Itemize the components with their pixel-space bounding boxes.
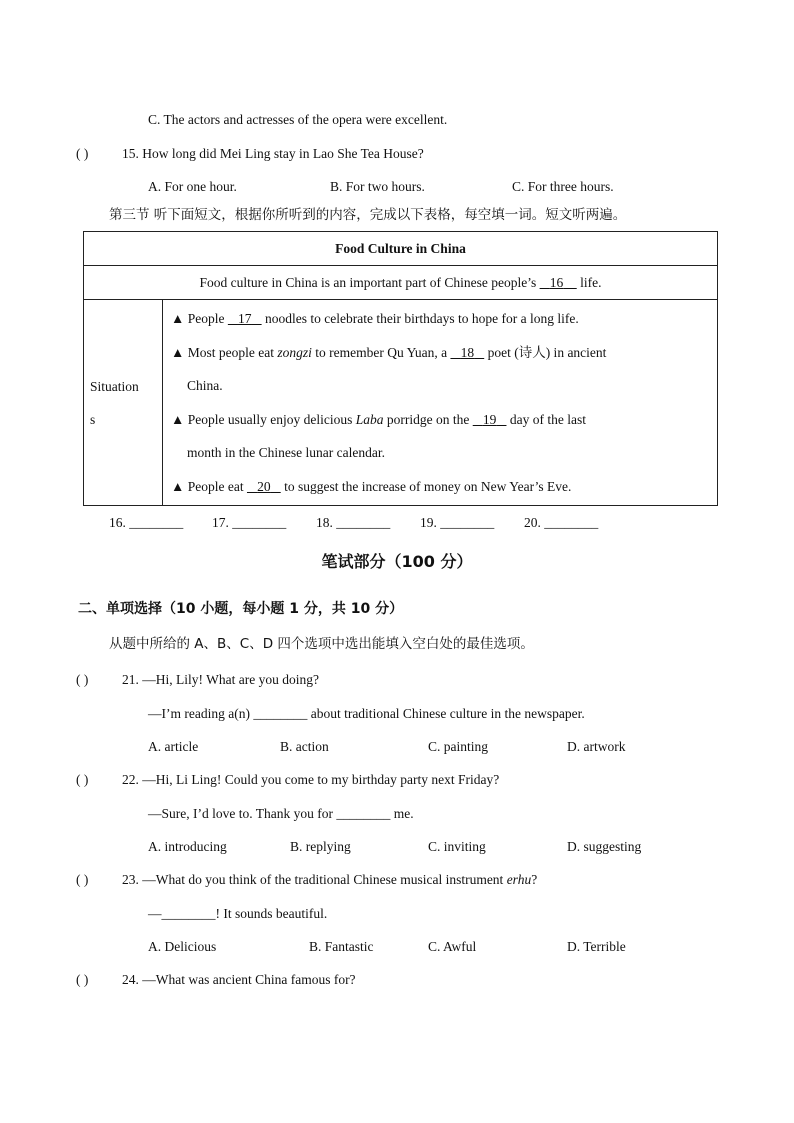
answer-blank-19[interactable]: 19. ________ [420, 515, 495, 530]
bullet-3 [171, 403, 709, 437]
q24-answer-paren[interactable]: ( ) [76, 972, 89, 987]
q21-option-a: A. article [148, 739, 199, 754]
q15-question: 15. How long did Mei Ling stay in Lao She Tea House? [122, 146, 424, 161]
blank-19[interactable] [473, 412, 507, 427]
situations-bullets-cell [163, 300, 718, 506]
bullet-3-post: day of the last [506, 411, 586, 427]
bullet-3-cont: month in the Chinese lunar calendar. [187, 445, 385, 460]
blank-19-label: 19 [482, 411, 497, 427]
bullet-4-post: to suggest the increase of money on New Year’s Eve. [280, 478, 572, 494]
bullet-1-pre: ▲ People [171, 311, 228, 326]
answer-blank-20[interactable]: 20. ________ [524, 515, 599, 530]
q24-question: 24. —What was ancient China famous for? [122, 972, 356, 987]
q15-option-c: C. For three hours. [512, 179, 614, 194]
q15-option-b: B. For two hours. [330, 179, 425, 194]
q23-question [122, 871, 537, 889]
part2-instruction: 从题中所给的 A、B、C、D 四个选项中选出能填入空白处的最佳选项。 [109, 636, 534, 652]
q14-option-c: C. The actors and actresses of the opera were excellent. [148, 112, 448, 127]
bullet-3-italic: Laba [355, 411, 384, 427]
table-title: Food Culture in China [84, 232, 718, 266]
blank-20[interactable] [247, 479, 281, 494]
q22-reply: —Sure, I’d love to. Thank you for ________ me. [148, 806, 414, 821]
q23-answer-paren[interactable]: ( ) [76, 872, 89, 887]
q21-question: 21. —Hi, Lily! What are you doing? [122, 672, 319, 687]
bullet-4-pre: ▲ People eat [171, 478, 247, 494]
q23-option-d: D. Terrible [567, 939, 626, 954]
q23-option-b: B. Fantastic [309, 939, 374, 954]
answer-blank-17[interactable]: 17. ________ [212, 515, 287, 530]
q22-option-c: C. inviting [428, 839, 486, 854]
q21-option-b: B. action [280, 739, 329, 754]
blank-16-label: 16 [549, 274, 564, 290]
situations-label-line1: Situation [90, 378, 139, 394]
bullet-1 [171, 302, 709, 336]
bullet-2-pre: ▲ Most people eat [171, 344, 278, 360]
q23-question-post: ? [531, 872, 538, 887]
intro-text-pre: Food culture in China is an important part of Chinese people’s [199, 274, 540, 290]
q21-option-c: C. painting [428, 739, 488, 754]
bullet-3-pre: ▲ People usually enjoy delicious [171, 411, 356, 427]
bullet-3-mid: porridge on the [383, 411, 473, 427]
bullet-2-mid: to remember Qu Yuan, a [311, 344, 451, 360]
bullet-2-post: poet (诗人) in ancient [484, 344, 607, 360]
q22-option-a: A. introducing [148, 839, 227, 854]
q21-reply: —I’m reading a(n) ________ about traditional Chinese culture in the newspaper. [148, 706, 585, 721]
blank-18[interactable] [450, 345, 484, 360]
q22-option-b: B. replying [290, 839, 351, 854]
blank-17[interactable] [228, 311, 262, 326]
q23-option-c: C. Awful [428, 939, 477, 954]
section3-instruction: 第三节 听下面短文，根据你所听到的内容，完成以下表格，每空填一词。短文听两遍。 [109, 207, 627, 223]
answer-blank-16[interactable]: 16. ________ [109, 515, 184, 530]
bullet-4 [171, 470, 709, 504]
q21-answer-paren[interactable]: ( ) [76, 672, 89, 687]
q15-answer-paren[interactable]: ( ) [76, 146, 89, 161]
bullet-2-italic: zongzi [277, 344, 312, 360]
part2-heading: 二、单项选择（10 小题，每小题 1 分，共 10 分） [78, 601, 404, 617]
table-intro-row [84, 266, 718, 300]
q23-reply: —________! It sounds beautiful. [148, 906, 328, 921]
q23-option-a: A. Delicious [148, 939, 217, 954]
blank-16[interactable] [540, 275, 577, 290]
blank-17-label: 17 [237, 311, 252, 326]
q23-question-italic: erhu [506, 872, 532, 887]
q22-answer-paren[interactable]: ( ) [76, 772, 89, 787]
food-culture-table [83, 231, 718, 506]
written-part-title: 笔试部分（100 分） [321, 552, 473, 571]
q22-question: 22. —Hi, Li Ling! Could you come to my birthday party next Friday? [122, 772, 500, 787]
blank-20-label: 20 [257, 478, 271, 494]
situations-label-line2: s [90, 411, 96, 427]
blank-18-label: 18 [460, 344, 475, 360]
intro-text-post: life. [576, 274, 602, 290]
q23-question-pre: 23. —What do you think of the traditional Chinese musical instrument [122, 872, 507, 887]
q15-option-a: A. For one hour. [148, 179, 237, 194]
q22-option-d: D. suggesting [567, 839, 642, 854]
bullet-2 [171, 336, 709, 370]
answer-blank-18[interactable]: 18. ________ [316, 515, 391, 530]
q21-option-d: D. artwork [567, 739, 626, 754]
bullet-1-post: noodles to celebrate their birthdays to hope for a long life. [261, 311, 579, 326]
bullet-2-cont: China. [187, 378, 223, 393]
situations-label-cell [84, 300, 163, 506]
